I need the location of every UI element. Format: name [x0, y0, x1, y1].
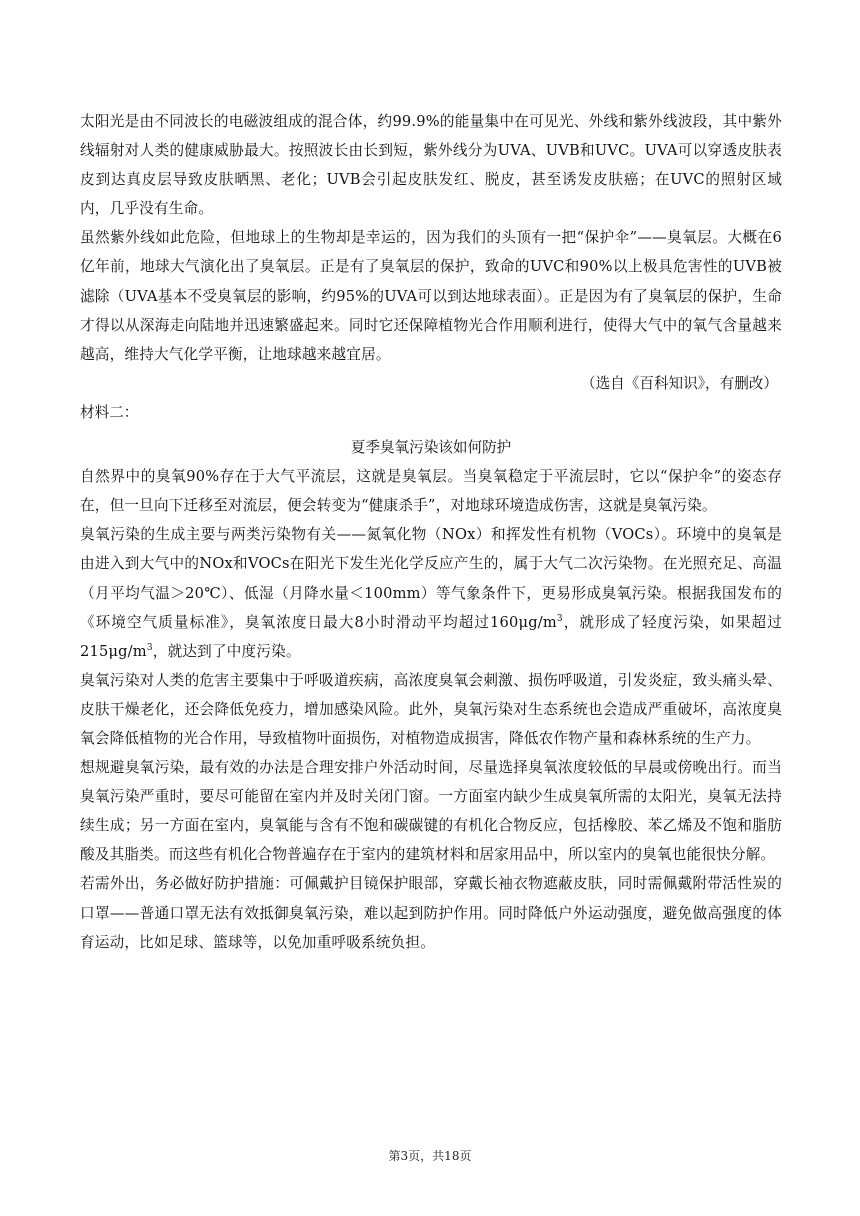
- superscript-unit-2: 3: [146, 642, 153, 653]
- superscript-unit-1: 3: [556, 613, 563, 624]
- material-two-label: 材料二：: [80, 403, 139, 421]
- paragraph-ozone-harm: 臭氧污染对人类的危害主要集中于呼吸道疾病，高浓度臭氧会刺激、损伤呼吸道，引发炎症，致头痛头晕、皮肤干燥老化，还会降低免疫力，增加感染风险。此外，臭氧污染对生态系统也会造成严重破坏，高浓度臭氧会降低植物的光合作用，导致植物叶面损伤，对植物造成损害，降低农作物产量和森林系统的生产力。: [80, 671, 782, 747]
- source-citation: （选自《百科知识》，有删改）: [580, 374, 778, 392]
- paragraph-ozone-avoidance: 想规避臭氧污染，最有效的办法是合理安排户外活动时间，尽量选择臭氧浓度较低的早晨或傍晚出行。而当臭氧污染严重时，要尽可能留在室内并及时关闭门窗。一方面室内缺少生成臭氧所需的太阳光，臭氧无法持续生成；另一方面在室内，臭氧能与含有不饱和碳碳键的有机化合物反应，包括橡胶、苯乙烯及不饱和脂肪酸及其脂类。而这些有机化合物普遍存在于室内的建筑材料和居家用品中，所以室内的臭氧也能很快分解。: [80, 759, 782, 864]
- formation-text-b: ，就形成了轻度污染，如果超过215μg/m: [80, 613, 782, 660]
- paragraph-uv-intro: 太阳光是由不同波长的电磁波组成的混合体，约99.9%的能量集中在可见光、外线和紫外线波段，其中紫外线辐射对人类的健康威胁最大。按照波长由长到短，紫外线分为UVA、UVB和UVC。UVA可以穿透皮肤表皮到达真皮层导致皮肤晒黑、老化；UVB会引起皮肤发红、脱皮，甚至诱发皮肤癌；在UVC的照射区域内，几乎没有生命。: [80, 113, 782, 218]
- paragraph-ozone-layer: 虽然紫外线如此危险，但地球上的生物却是幸运的，因为我们的头顶有一把“保护伞”——臭氧层。大概在6亿年前，地球大气演化出了臭氧层。正是有了臭氧层的保护，致命的UVC和90%以上极具危害性的UVB被滤除（UVA基本不受臭氧层的影响，约95%的UVA可以到达地球表面）。正是因为有了臭氧层的保护，生命才得以从深海走向陆地并迅速繁盛起来。同时它还保障植物光合作用顺利进行，使得大气中的氧气含量越来越高，维持大气化学平衡，让地球越来越宜居。: [80, 229, 782, 363]
- paragraph-ozone-definition: 自然界中的臭氧90%存在于大气平流层，这就是臭氧层。当臭氧稳定于平流层时，它以“保护伞”的姿态存在，但一旦向下迁移至对流层，便会转变为“健康杀手”，对地球环境造成伤害，这就是臭氧污染。: [80, 468, 782, 515]
- paragraph-ozone-protection: 若需外出，务必做好防护措施：可佩戴护目镜保护眼部，穿戴长袖衣物遮蔽皮肤，同时需佩戴附带活性炭的口罩——普通口罩无法有效抵御臭氧污染，难以起到防护作用。同时降低户外运动强度，避免做高强度的体育运动，比如足球、篮球等，以免加重呼吸系统负担。: [80, 875, 782, 951]
- article-title: 夏季臭氧污染该如何防护: [350, 439, 512, 457]
- document-page: [80, 107, 782, 957]
- formation-text-a: 臭氧污染的生成主要与两类污染物有关——氮氧化物（NOx）和挥发性有机物（VOCs）。环境中的臭氧是由进入到大气中的NOx和VOCs在阳光下发生光化学反应产生的，属于大气二次污染物。在光照充足、高温（月平均气温＞20℃）、低湿（月降水量＜100mm）等气象条件下，更易形成臭氧污染。根据我国发布的《环境空气质量标准》，臭氧浓度日最大8小时滑动平均超过160μg/m: [80, 526, 782, 631]
- formation-text-c: ，就达到了中度污染。: [152, 642, 301, 660]
- page-number: 第3页，共18页: [388, 1149, 472, 1163]
- paragraph-ozone-formation: [80, 520, 782, 665]
